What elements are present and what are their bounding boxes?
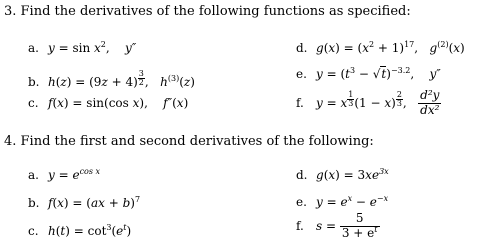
math-text: ) (126, 224, 132, 238)
item-label: e. (296, 195, 307, 209)
derivative-order: (3) (167, 73, 180, 83)
derivative-order: (2) (437, 40, 449, 49)
problem-4-heading: 4. Find the first and second derivatives of the following: (4, 134, 374, 149)
required-derivative: g (429, 41, 438, 55)
math-var: x (365, 168, 372, 182)
math-var: x (57, 96, 64, 110)
math-var: z (60, 74, 67, 89)
math-var: s (316, 218, 323, 233)
math-text: = ( (339, 41, 363, 55)
problem-3d: d. $g(x) = (x^2 + 1)^{17}$, $g^{(2)}(x)$ (296, 40, 465, 55)
fraction-exponent: 1 3 (348, 89, 354, 109)
math-text: = (322, 95, 341, 110)
problem-3e: e. $y = (t^3 - √t)^{-3.2}$, y″ (296, 66, 441, 81)
item-label: d. (296, 41, 308, 55)
math-var: x (94, 41, 101, 55)
math-var: x (384, 95, 392, 110)
math-var: h (48, 224, 56, 238)
math-var: e (116, 224, 124, 238)
required-derivative: y″ (124, 41, 137, 55)
math-text: ) (139, 96, 145, 110)
exponent: 3 (349, 66, 356, 75)
exponent: cos x (79, 167, 101, 176)
math-var: g (316, 168, 324, 182)
math-var: x (328, 41, 336, 55)
item-label: b. (28, 196, 40, 210)
math-var: e (72, 168, 80, 182)
item-label: a. (28, 41, 39, 55)
math-var: x (362, 41, 369, 55)
exponent: 2 (100, 40, 106, 49)
math-text: = sin (54, 41, 95, 55)
math-text: − (352, 195, 370, 209)
math-var: e (369, 195, 377, 209)
item-label: c. (28, 224, 39, 238)
problem-3a: a. $y = \sin x^2$, y″ (28, 40, 137, 55)
required-derivative: $\frac{\text{d²y}}{\text{dx²}}$ (420, 88, 440, 117)
problem-4e (296, 196, 388, 208)
math-text: (1 − (354, 95, 385, 110)
math-text: = (322, 218, 340, 233)
exponent: −3.2 (390, 66, 411, 75)
math-var: t (60, 224, 66, 238)
math-var: f (48, 196, 53, 210)
math-var: y (48, 168, 55, 182)
math-var: y (316, 95, 323, 110)
math-var: e (371, 168, 380, 182)
exponent: 3x (379, 167, 389, 176)
math-text: = ( (68, 196, 91, 210)
item-label: d. (296, 168, 308, 182)
math-text: + 1) (374, 41, 405, 55)
square-root: √t (372, 67, 387, 81)
math-text: ) (130, 196, 135, 210)
math-text: = 3 (339, 168, 366, 182)
math-text: = ( (322, 67, 346, 81)
math-var: e (340, 195, 348, 209)
math-text: ) (386, 67, 391, 81)
math-var: y (48, 41, 55, 55)
math-var: y (316, 67, 323, 81)
math-text: ( (111, 224, 117, 238)
math-var: x (453, 41, 461, 55)
fraction: $\frac{5}{3 + e^t}$ (341, 211, 378, 240)
problem-4c: c. $h(t) = \cot^3(e^t)$ (28, 223, 132, 238)
exponent: 2 (369, 40, 375, 49)
problem-4a (28, 169, 100, 181)
item-label: b. (28, 74, 40, 89)
math-var: z (101, 74, 108, 89)
required-derivative: h (160, 74, 168, 89)
math-text: = sin(cos (68, 96, 133, 110)
problem-4b: b. f(x) = (ax + b)$^7$ (28, 195, 141, 210)
math-var: f (48, 96, 53, 110)
math-var: ax (90, 196, 105, 210)
math-var: z (183, 74, 191, 89)
math-var: x (328, 168, 336, 182)
problem-3c: c. f(x) = sin(cos x), f″(x) (28, 96, 189, 110)
item-label: e. (296, 67, 307, 81)
exponent: x (347, 194, 353, 203)
required-derivative: y″ (429, 67, 441, 81)
exponent: 3 (106, 223, 112, 232)
math-text: + 4) (107, 74, 138, 89)
math-var: x (340, 95, 348, 110)
exponent: 17 (404, 40, 415, 49)
math-text: ) (391, 95, 396, 110)
exponent: 7 (134, 195, 141, 204)
problem-4f (296, 212, 380, 241)
item-label: f. (296, 95, 304, 110)
math-text: = cot (69, 224, 107, 238)
problem-4d: d. $g(x) = 3xe^{3x}$ (296, 167, 389, 182)
math-var: h (48, 74, 56, 89)
math-text: = (9 (71, 74, 102, 89)
exponent: −x (376, 194, 389, 203)
fraction-exponent: 3 2 (138, 69, 144, 88)
problem-3b: b. h(z) = (9z + 4) $^{\frac{3}{2}}$ , $h^{(3)}(z)$ (28, 69, 195, 89)
math-var: b (122, 196, 131, 210)
math-text: − (355, 67, 373, 81)
fraction-exponent: 2 3 (396, 89, 402, 109)
math-var: g (316, 41, 324, 55)
math-var: x (176, 96, 184, 110)
math-text: = (54, 168, 73, 182)
problem-3-heading: 3. Find the derivatives of the following functions as specified: (4, 4, 411, 19)
problem-3f: f. y = x $^{\frac{1}{3}}$ (1 − x) $^{\frac{2}{3}}$ , $\frac{\text{d²y}}{\text{dx²}}$ (296, 88, 440, 117)
item-label: f. (296, 218, 304, 233)
required-derivative: f″ (163, 96, 173, 110)
math-var: y (316, 195, 323, 209)
math-text: + (104, 196, 123, 210)
item-label: c. (28, 96, 39, 110)
item-label: a. (28, 168, 39, 182)
math-text: = (322, 195, 341, 209)
math-var: x (57, 196, 64, 210)
math-var: t (345, 67, 350, 81)
exponent: t (123, 223, 127, 232)
math-var: x (132, 96, 140, 110)
